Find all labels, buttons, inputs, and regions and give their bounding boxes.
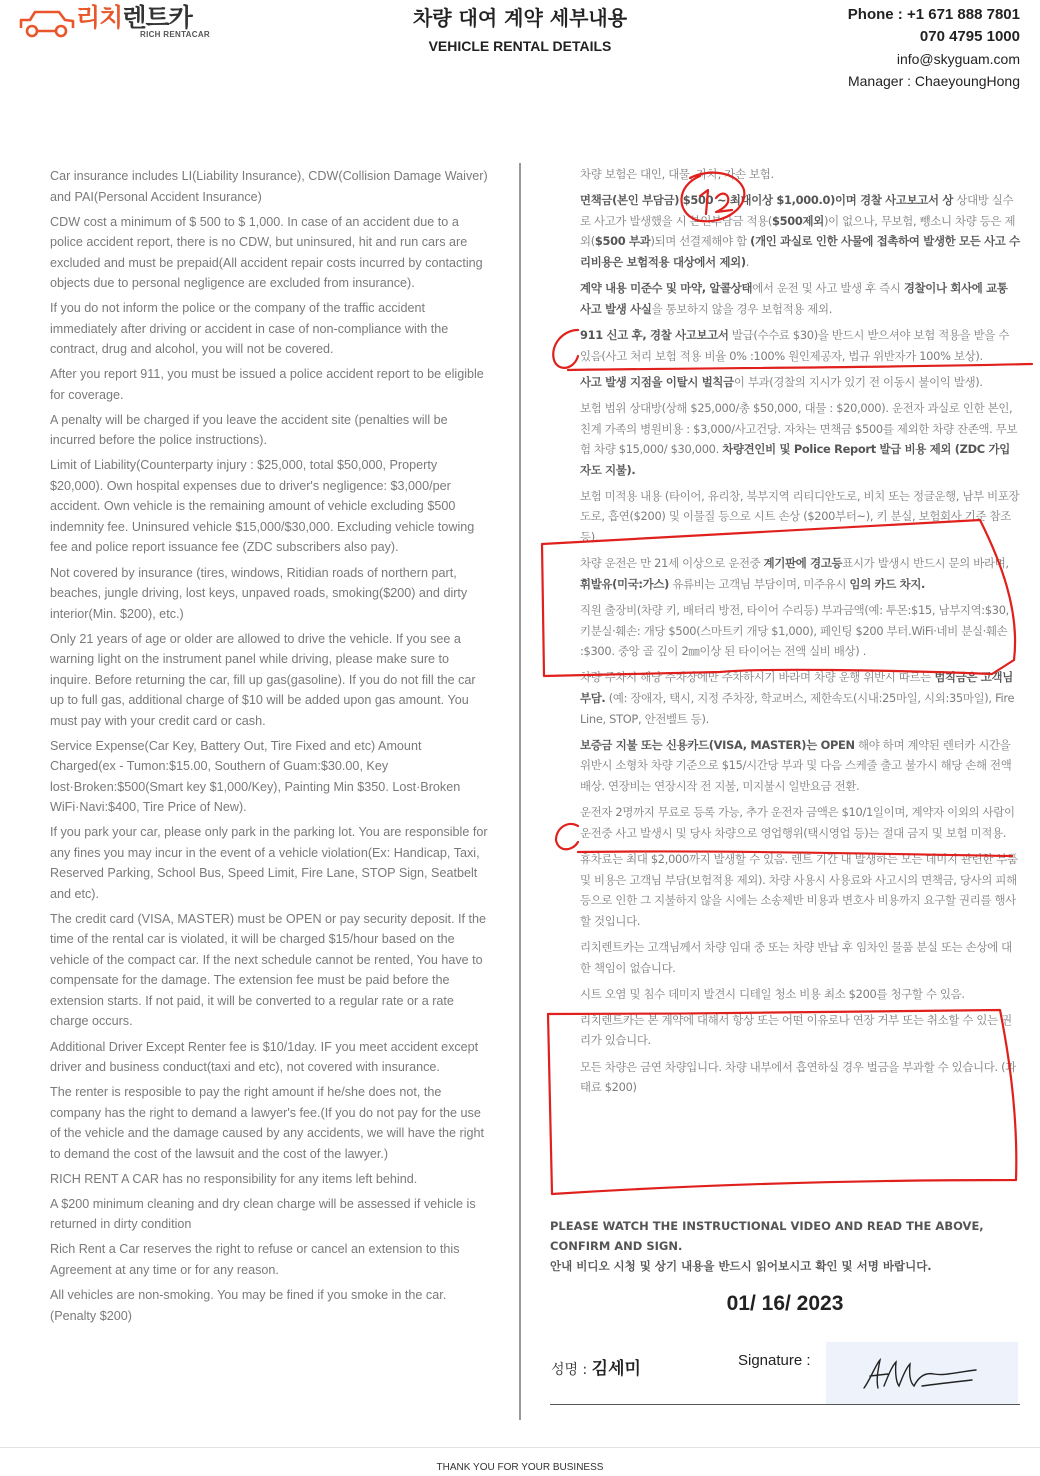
korean-term	[580, 1010, 1020, 1051]
english-term: All vehicles are non-smoking. You may be fined if you smoke in the car. (Penalty $200)	[50, 1288, 447, 1323]
footer-divider	[0, 1447, 1040, 1448]
term-text: 보험 범위 상대방(상해 $25,000/총 $50,000, 대물 : $20,000). 운전자 과실로 인한 본인, 친계 가족의 병원비용 : $3,000/사고건당. 자차는 면책금 $500를 제외한 차량 잔존액. 무보험 차량 $15,000/ $30,000.	[580, 400, 1018, 457]
korean-term	[580, 849, 1020, 931]
term-text: 해야 하며 계약된 렌터카 시간을 위반시 소형차 차량 기준으로 $15/시간당 부과 및 다음 스케줄 출고 불가시 해당 손해 전액 배상. 연장비는 연장시작 전 지불, 미지불시 일반요금 전환.	[580, 737, 1012, 793]
term-text: (예: 장애자, 택시, 지정 주차장, 학교버스, 제한속도(시내:25마일, 시외:35마일), Fire Line, STOP, 안전벨트 등).	[580, 691, 1015, 726]
korean-term	[580, 937, 1020, 978]
term-emphasis: 911 신고 후, 경찰 사고보고서	[580, 327, 729, 342]
phone-secondary: 070 4795 1000	[919, 28, 1020, 45]
korean-term	[580, 164, 1020, 185]
circle-mark-mid	[553, 330, 578, 368]
term-emphasis: (개인 과실로 인한 사물에 접촉하여 발생한 모든 사고 수리비용은 보험적용 대상에서 제외)	[580, 234, 1020, 269]
korean-term	[580, 325, 1020, 366]
english-terms	[50, 166, 490, 1331]
term-emphasis: $500제외	[772, 213, 824, 228]
english-term: CDW cost a minimum of $ 500 to $ 1,000. In case of an accident due to a police accident report, there is no CDW, but uninsured, hit and run cars are excluded and must be prepaid(All accident repair costs incurred by contacting objects due to personal negligence are excluded from insurance).	[50, 214, 483, 291]
term-text: .	[745, 254, 750, 269]
korean-term	[580, 735, 1020, 797]
korean-term	[580, 398, 1020, 480]
term-text: 차량 보험은 대인, 대물, 자차, 자손 보험.	[580, 167, 774, 181]
term-text: )이 없으나, 무보험, 뺑소니 차량 등은 제외(	[580, 213, 1016, 249]
term-text: 휴차료는 최대 $2,000까지 발생할 수 있음. 렌트 기간 내 발생하는 모든 데미지 관련한 부품 및 비용은 고객님 부담(보험적용 제외). 차량 사용시 사용료와 사고시의 면책금, 당사의 피해 등으로 인한 그 지불하지 않을 시에는 소송제반 비용과 변호사 비용까지 요구할 권리를 행사할 것입니다.	[580, 851, 1018, 928]
logo-text: 리치렌트카	[76, 3, 192, 32]
term-emphasis: 보증금 지불 또는 신용카드(VISA, MASTER)는 OPEN	[580, 737, 855, 752]
korean-term	[580, 802, 1020, 843]
english-term: A penalty will be charged if you leave the accident site (penalties will be incurred before the police instructions).	[50, 412, 448, 448]
term-text: 모든 차량은 금연 차량입니다. 차량 내부에서 흡연하실 경우 벌금을 부과할 수 있습니다. (과태료 $200)	[580, 1059, 1016, 1095]
english-term: Additional Driver Except Renter fee is $10/1day. IF you meet accident except driver and business conduct(taxi and etc), not covered with insurance.	[50, 1039, 479, 1075]
header	[0, 0, 1040, 110]
english-term: Rich Rent a Car reserves the right to refuse or cancel an extension to this Agreement at any time or for any reason.	[50, 1242, 460, 1277]
korean-term	[580, 372, 1020, 393]
notice-ko: 안내 비디오 시청 및 상기 내용을 반드시 읽어보시고 확인 및 서명 바랍니다.	[550, 1259, 932, 1273]
english-term: Limit of Liability(Counterparty injury : $25,000, total $50,000, Property $20,000). Own hospital expenses due to driver's negligence: $3,000/per accident. Own vehicle is the remaining amount of vehicle excluding $500 indemnity fee. Uninsured vehicle $15,000/$30,000. Excluding vehicle towing fee and police report issuance fee (ZDC subscribers also pay).	[50, 458, 475, 555]
circle-mark-low	[556, 824, 578, 849]
signature-icon	[826, 1342, 1018, 1404]
english-term: The credit card (VISA, MASTER) must be OPEN or pay security deposit. If the time of the rental car is violated, it will be charged $15/hour based on the vehicle of the compact car. If the next schedule cannot be rented, You have to compensate for the damage. The extension fee must be paid before the extension starts. If not paid, it will be converted to a regular rate or a rate charge occurs.	[50, 911, 487, 1029]
term-text: 리치렌트카는 본 계약에 대해서 항상 또는 어떤 이유로나 연장 거부 또는 취소할 수 있는 권리가 있습니다.	[580, 1012, 1012, 1048]
english-term: Car insurance includes LI(Liability Insurance), CDW(Collision Damage Waiver) and PAI(Personal Accident Insurance)	[50, 169, 488, 204]
english-term: Service Expense(Car Key, Battery Out, Tire Fixed and etc) Amount Charged(ex - Tumon:$15.00, Southern of Guam:$30.00, Key lost·Broken:$500(Smart key $1,000/Key), Painting Min $350. Lost·Broken WiFi·Navi:$400, Tire Price of New).	[50, 738, 461, 815]
korean-term	[580, 667, 1020, 729]
term-emphasis: 차량견인비 및 Police Report 발급 비용 제외 (ZDC 가입자도 지불).	[580, 442, 1010, 477]
english-term: If you park your car, please only park in the parking lot. You are responsible for any fines you may incur in the event of a vehicle violation(Ex: Handicap, Taxi, Reserved Parking, School Bus, Speed Limit, Fire Lane, STOP Sign, Seatbelt and etc).	[50, 825, 488, 901]
notice-en: PLEASE WATCH THE INSTRUCTIONAL VIDEO AND READ THE ABOVE, CONFIRM AND SIGN.	[550, 1219, 984, 1253]
term-text: 차량 주차시 해당 주차장에만 주차하시기 바라며 차량 운행 위반시 따르는	[580, 670, 935, 685]
logo-subtext: RICH RENTACAR	[140, 30, 210, 39]
contract-date: 01/ 16/ 2023	[726, 1292, 844, 1315]
term-emphasis: 계기판에 경고등	[763, 556, 843, 571]
term-emphasis: 임의 카드 차지.	[849, 576, 926, 591]
korean-term	[580, 984, 1020, 1005]
term-emphasis: 경찰이나 회사에 교통 사고 발생 사실	[580, 281, 1008, 316]
korean-term	[580, 1057, 1020, 1098]
term-text: 이 부과(경찰의 지시가 있기 전 이동시 불이익 발생).	[733, 374, 983, 389]
term-text: 유류비는 고객님 부담이며, 미주유시	[669, 576, 850, 591]
signature-box[interactable]	[826, 1342, 1018, 1404]
term-emphasis: $500 부과	[594, 234, 651, 249]
english-term: A $200 minimum cleaning and dry clean charge will be assessed if vehicle is returned in dirty condition	[50, 1196, 476, 1232]
english-term: RICH RENT A CAR has no responsibility for any items left behind.	[50, 1171, 418, 1186]
name-field	[551, 1354, 641, 1379]
term-text: 상대방 실수로 사고가 발생했을 시 본인부담금 적용(	[580, 193, 1014, 228]
phone: Phone : +1 671 888 7801	[847, 6, 1020, 23]
term-text: 을 통보하지 않을 경우 보험적용 제외.	[651, 301, 833, 316]
term-text: 보험 미적용 내용 (타이어, 유리창, 북부지역 리티디안도로, 비치 또는 정글운행, 남부 비포장도로, 흡연($200) 및 이물질 등으로 시트 손상 ($200부터~), 키 분실, 보험회사 기준 참조 등).	[580, 488, 1020, 545]
contact-block	[848, 4, 1020, 92]
term-text: 시트 오염 및 침수 데미지 발견시 디테일 청소 비용 최소 $200를 청구할 수 있음.	[580, 986, 965, 1001]
english-term: Only 21 years of age or older are allowed to drive the vehicle. If you see a warning light on the instrument panel while driving, please make sure to inquire. Before returning the car, fill up gas(gasoline). If you do not fill the car up to full gas, additional charge of $10 will be added upon gas amount. You must pay with your credit card or cash.	[50, 631, 476, 728]
term-text: 차량 운전은 만 21세 이상으로 운전중	[580, 556, 764, 571]
english-term: If you do not inform the police or the company of the traffic accident immediately after driving or accident in case of non-compliance with the contract, drug and alcohol, you will not be covered.	[50, 301, 449, 357]
term-text: 직원 출장비(차량 키, 배터리 방전, 타이어 수리등) 부과금액(예: 투몬:$15, 남부지역:$30, 키분실·훼손: 개당 $500(스마트키 개당 $1,000), 페인팅 $200 부터.WiFi·네비 분실·훼손 :$300. 중앙 골 깊이 2㎜이상 된 타이어는 전액 실비 배상) .	[580, 603, 1009, 659]
term-emphasis: 사고 발생 지점을 이탈시 벌칙금	[580, 374, 734, 389]
footer-text: THANK YOU FOR YOUR BUSINESS	[436, 1462, 604, 1473]
manager: Manager : ChaeyoungHong	[847, 73, 1020, 89]
english-term: After you report 911, you must be issued a police accident report to be eligible for coverage.	[50, 367, 484, 402]
korean-term	[580, 553, 1020, 594]
term-text: 에서 운전 및 사고 발생 후 즉시	[752, 281, 904, 296]
korean-terms	[580, 164, 1020, 1103]
term-text: 리치렌트카는 고객님께서 차량 임대 중 또는 차량 반납 후 임차인 물품 분실 또는 손상에 대한 책임이 없습니다.	[580, 939, 1012, 975]
term-emphasis: 범칙금은 고객님 부담.	[580, 670, 1013, 705]
korean-term	[580, 278, 1020, 319]
term-text: 표시가 발생시 반드시 문의 바라며,	[842, 556, 1009, 571]
page-title-en: VEHICLE RENTAL DETAILS	[428, 38, 612, 54]
term-emphasis: 면책금(본인 부담금) $500 ~ 최대이상 $1,000.0)이며 경찰 사고보고서 상	[580, 193, 954, 208]
term-text: 운전자 2명까지 무료로 등록 가능, 추가 운전자 금액은 $10/1일이며, 계약자 이외의 사람이 운전중 사고 발생시 및 당사 차량으로 영업행위(택시영업 등)는 절대 금지 및 보험 미적용.	[580, 805, 1015, 840]
signature-underline	[550, 1404, 1020, 1405]
email: info@skyguam.com	[896, 51, 1020, 67]
term-emphasis: 계약 내용 미준수 및 마약, 알콜상태	[580, 281, 753, 296]
signature-label: Signature :	[738, 1352, 811, 1369]
korean-term	[580, 190, 1020, 272]
term-text: )되며 선결제해야 함	[650, 234, 751, 249]
name-value: 김세미	[591, 1359, 641, 1379]
page-title-ko: 차량 대여 계약 세부내용	[412, 6, 628, 30]
english-term: Not covered by insurance (tires, windows, Ritidian roads of northern part, beaches, jungle driving, lost keys, unpaved roads, smoking($200) and dirty interior(Min. $200), etc.)	[50, 565, 468, 621]
notice	[550, 1216, 1020, 1276]
term-text: 발급(수수료 $30)을 반드시 받으셔야 보험 적용을 받을 수 있음(사고 처리 보험 적용 비율 0% :100% 원인제공자, 법규 위반자가 100% 보상).	[580, 327, 1010, 363]
term-emphasis: 휘발유(미국:가스)	[580, 576, 669, 591]
korean-term	[580, 600, 1020, 662]
english-term: The renter is resposible to pay the right amount if he/she does not, the company has the right to demand a lawyer's fee.(If you do not pay for the use of the vehicle and the damage caused by any accidents, we will have the right to demand the cost of the lawsuit and the cost of the lawyer.)	[50, 1085, 485, 1161]
name-label: 성명 :	[551, 1362, 592, 1378]
column-divider	[519, 163, 521, 1420]
korean-term	[580, 486, 1020, 548]
